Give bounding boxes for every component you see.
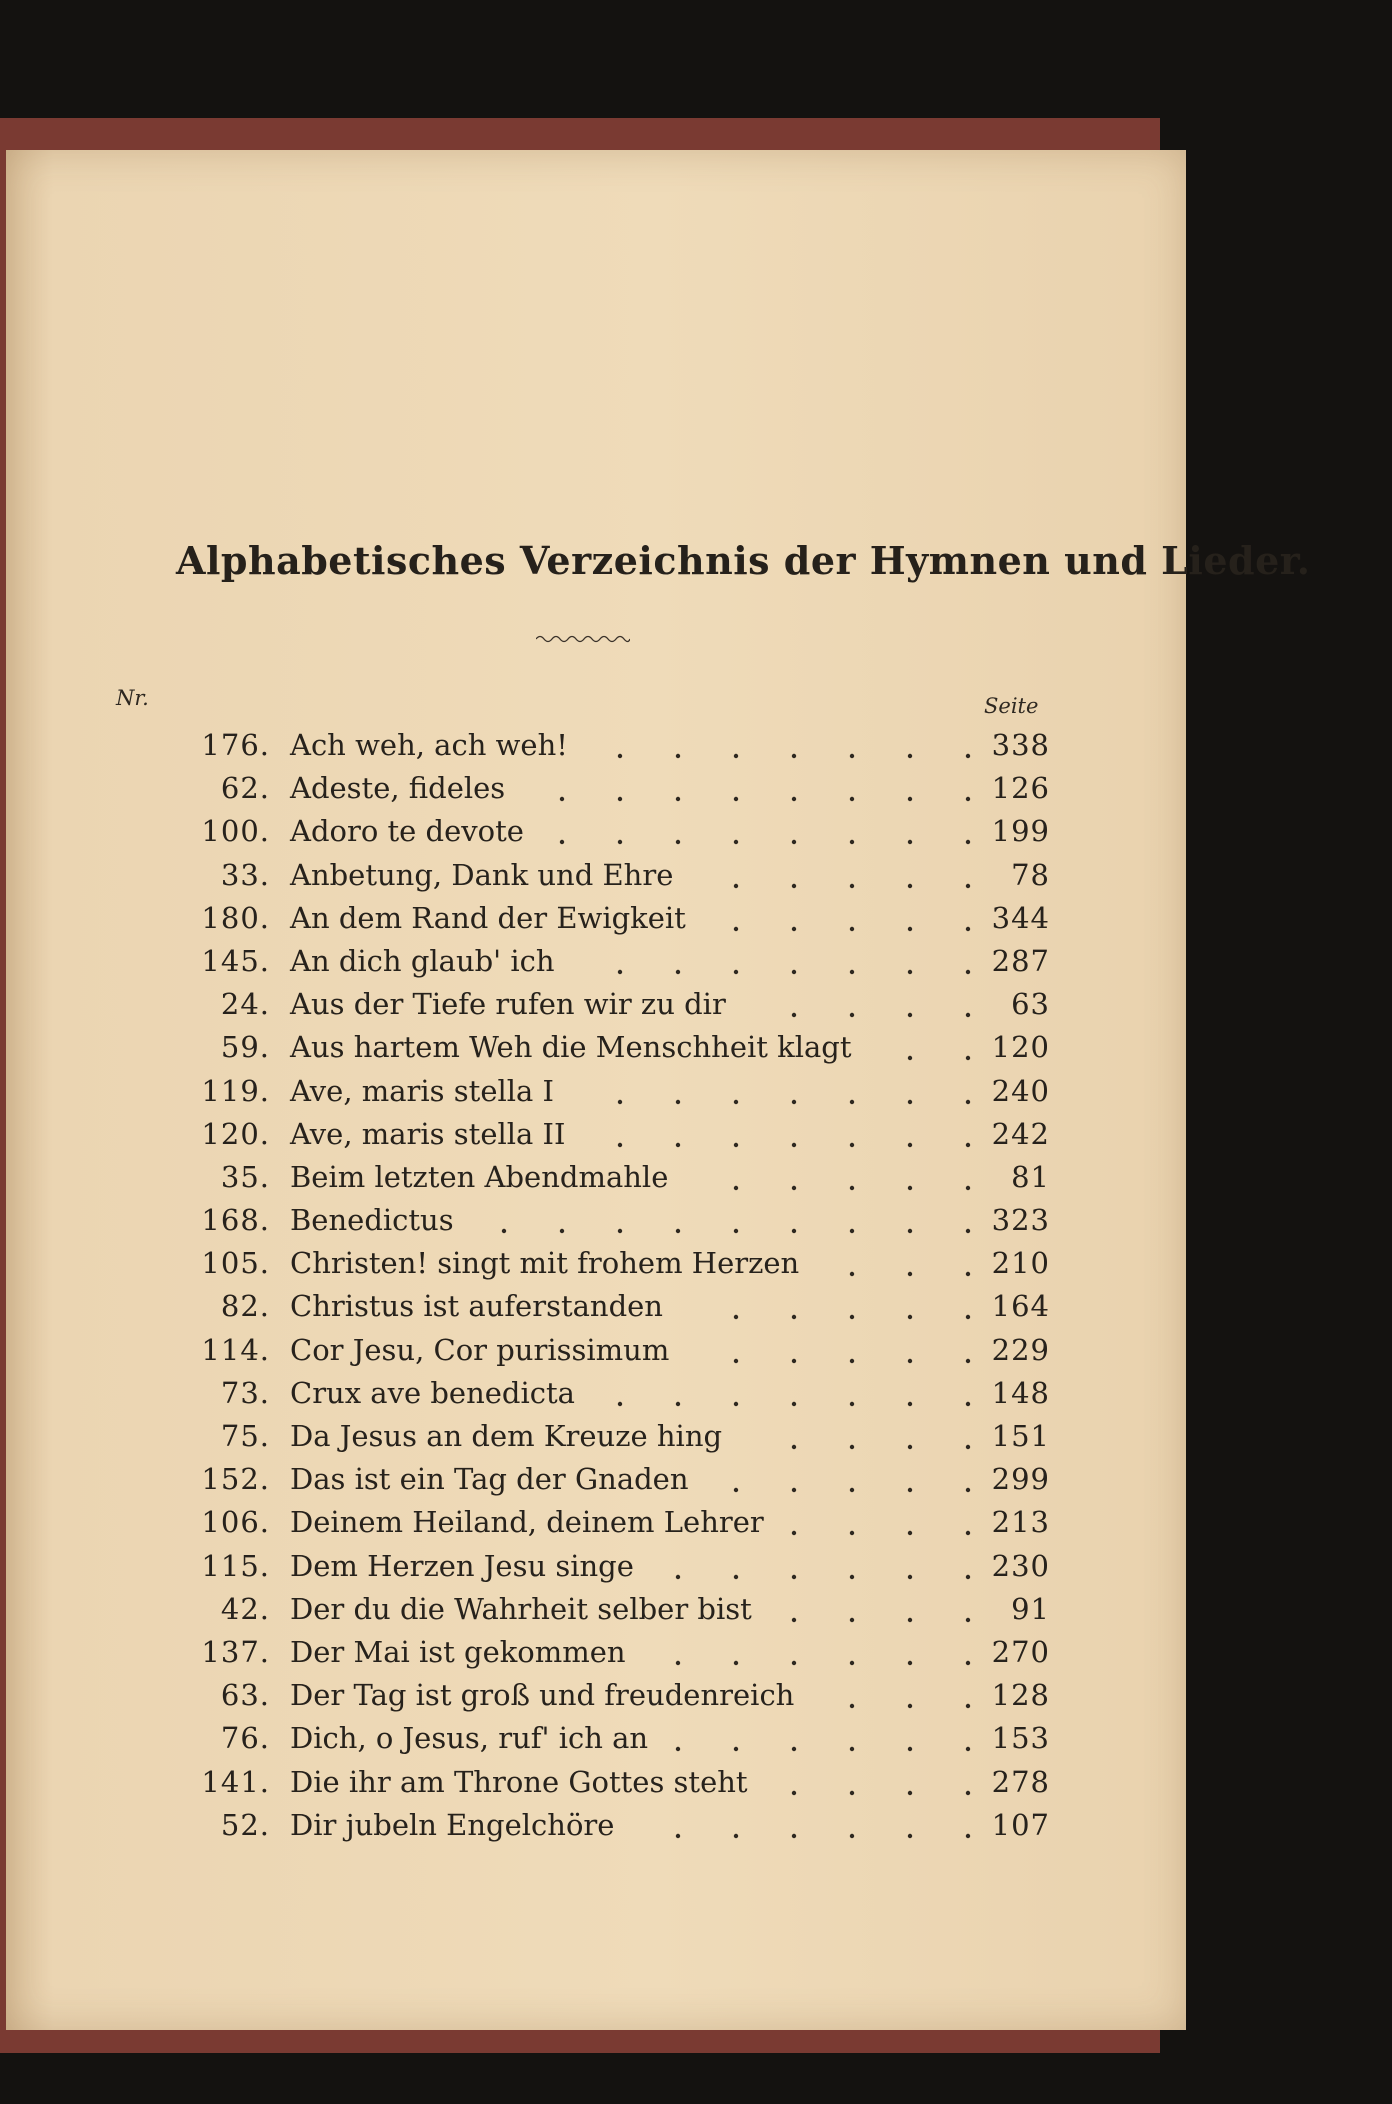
entry-page-number: 299 [991,1462,1050,1497]
entry-number: 42. [220,1591,270,1626]
entry-number: 176. [201,728,270,762]
entry-number: 120. [201,1116,270,1151]
page-title: Alphabetisches Verzeichnis der Hymnen und Lieder. [176,538,1311,583]
entry-number: 24. [220,987,270,1022]
entry-title: Dem Herzen Jesu singe [290,1548,634,1583]
entry-page-number: 240 [991,1073,1050,1108]
entry-page-number: 128 [991,1678,1050,1713]
entry-number: 59. [220,1030,270,1065]
entry-page-number: 78 [1011,857,1050,892]
entry-page-number: 323 [991,1203,1050,1238]
entry-title: Der du die Wahrheit selber bist [290,1591,752,1626]
entry-page-number: 151 [991,1419,1050,1453]
entry-page-number: 81 [1011,1159,1050,1194]
entry-title: Beim letzten Abendmahle [290,1159,669,1194]
index-entry [100,724,1050,767]
entry-title: Anbetung, Dank und Ehre [290,857,674,892]
entry-title: Crux ave benedicta [290,1375,575,1410]
entry-title: Das ist ein Tag der Gnaden [290,1462,689,1497]
index-entry [100,1113,1050,1156]
index-entry [100,1070,1050,1113]
entry-title: Dir jubeln Engelchöre [290,1807,615,1842]
index-entry [100,1717,1050,1760]
entry-number: 168. [201,1203,270,1238]
entry-number: 62. [220,771,270,806]
entry-title: Adoro te devote [290,814,524,849]
entry-page-number: 153 [991,1721,1050,1756]
entry-page-number: 63 [1011,987,1050,1022]
index-entry [100,1329,1050,1372]
index-entry [100,1199,1050,1242]
index-entry [100,1588,1050,1631]
entry-number: 106. [201,1505,270,1540]
index-entry [100,767,1050,810]
entry-title: Dich, o Jesus, ruf' ich an [290,1721,649,1756]
entry-number: 137. [201,1634,270,1669]
wavy-rule-ornament [536,633,630,645]
index-entry [100,1501,1050,1544]
entry-title: Ave, maris stella I [290,1073,554,1108]
entry-title: Deinem Heiland, deinem Lehrer [290,1505,764,1540]
index-entry [100,897,1050,940]
index-list [100,724,1050,1847]
entry-number: 63. [220,1678,270,1713]
entry-page-number: 287 [991,943,1050,978]
index-entry [100,1545,1050,1588]
entry-number: 100. [201,814,270,849]
index-entry [100,810,1050,853]
index-entry [100,1761,1050,1804]
column-header-number: Nr. [116,686,149,710]
entry-page-number: 120 [991,1030,1050,1065]
index-entry [100,1458,1050,1501]
index-entry [100,983,1050,1026]
entry-number: 145. [201,943,270,978]
entry-title: Der Mai ist gekommen [290,1634,626,1669]
index-entry [100,1242,1050,1285]
index-entry [100,1415,1050,1458]
entry-page-number: 344 [991,900,1050,935]
entry-number: 105. [201,1246,270,1281]
index-entry [100,1156,1050,1199]
entry-page-number: 199 [991,814,1050,849]
entry-number: 75. [220,1419,270,1453]
entry-number: 141. [201,1764,270,1799]
entry-title: Christen! singt mit frohem Herzen [290,1246,800,1281]
entry-page-number: 278 [991,1764,1050,1799]
entry-title: Aus hartem Weh die Menschheit klagt [290,1030,852,1065]
index-entry [100,940,1050,983]
entry-title: Ach weh, ach weh! [290,728,568,762]
entry-number: 180. [201,900,270,935]
entry-number: 52. [220,1807,270,1842]
entry-page-number: 213 [991,1505,1050,1540]
entry-number: 35. [220,1159,270,1194]
index-entry [100,1372,1050,1415]
entry-page-number: 91 [1011,1591,1050,1626]
entry-page-number: 107 [991,1807,1050,1842]
entry-title: An dich glaub' ich [290,943,555,978]
entry-number: 119. [201,1073,270,1108]
entry-page-number: 164 [991,1289,1050,1324]
entry-title: Da Jesus an dem Kreuze hing [290,1419,723,1453]
entry-title: Benedictus [290,1203,454,1238]
entry-title: An dem Rand der Ewigkeit [290,900,686,935]
column-header-page: Seite [984,694,1039,718]
index-entry [100,854,1050,897]
entry-page-number: 270 [991,1634,1050,1669]
entry-title: Adeste, fideles [290,771,506,806]
entry-number: 33. [220,857,270,892]
entry-title: Der Tag ist groß und freudenreich [290,1678,795,1713]
entry-page-number: 338 [991,728,1050,762]
entry-page-number: 126 [991,771,1050,806]
entry-number: 152. [201,1462,270,1497]
entry-number: 82. [220,1289,270,1324]
index-entry [100,1631,1050,1674]
entry-page-number: 242 [991,1116,1050,1151]
index-entry [100,1674,1050,1717]
entry-number: 115. [201,1548,270,1583]
index-entry [100,1804,1050,1847]
entry-title: Die ihr am Throne Gottes steht [290,1764,748,1799]
entry-title: Aus der Tiefe rufen wir zu dir [290,987,726,1022]
index-entry [100,1026,1050,1069]
entry-number: 76. [220,1721,270,1756]
entry-page-number: 229 [991,1332,1050,1367]
entry-page-number: 210 [991,1246,1050,1281]
entry-title: Christus ist auferstanden [290,1289,663,1324]
entry-number: 114. [201,1332,270,1367]
index-entry [100,1285,1050,1328]
entry-page-number: 148 [991,1375,1050,1410]
entry-title: Ave, maris stella II [290,1116,566,1151]
entry-number: 73. [220,1375,270,1410]
entry-page-number: 230 [991,1548,1050,1583]
entry-title: Cor Jesu, Cor purissimum [290,1332,670,1367]
